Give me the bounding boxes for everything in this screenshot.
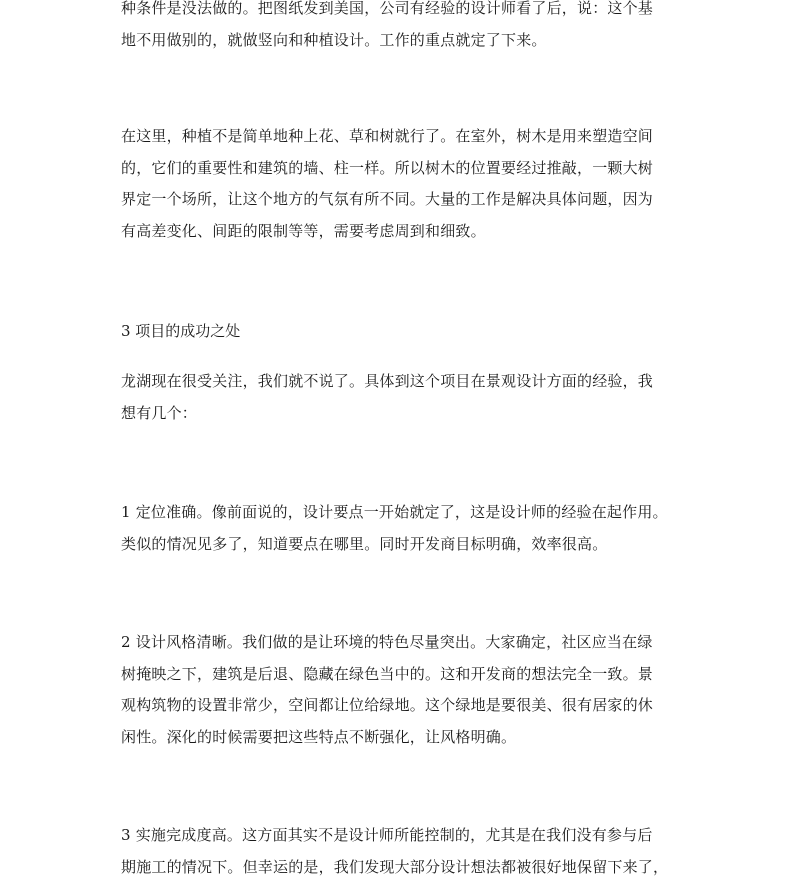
paragraph-site-design <box>121 0 677 56</box>
paragraph-line: 闲性。深化的时候需要把这些特点不断强化，让风格明确。 <box>121 722 677 754</box>
paragraph-intro <box>121 366 677 429</box>
paragraph-line: 界定一个场所，让这个地方的气氛有所不同。大量的工作是解决具体问题，因为 <box>121 184 677 216</box>
paragraph-line: 种条件是没法做的。把图纸发到美国，公司有经验的设计师看了后，说：这个基 <box>121 0 677 25</box>
paragraph-line: 在这里，种植不是简单地种上花、草和树就行了。在室外，树木是用来塑造空间 <box>121 121 677 153</box>
paragraph-line: 龙湖现在很受关注，我们就不说了。具体到这个项目在景观设计方面的经验，我 <box>121 366 677 398</box>
paragraph-line: 1 定位准确。像前面说的，设计要点一开始就定了，这是设计师的经验在起作用。 <box>121 497 677 529</box>
paragraph-line: 2 设计风格清晰。我们做的是让环境的特色尽量突出。大家确定，社区应当在绿 <box>121 627 677 659</box>
paragraph-line: 树掩映之下，建筑是后退、隐藏在绿色当中的。这和开发商的想法完全一致。景 <box>121 659 677 691</box>
paragraph-line: 3 实施完成度高。这方面其实不是设计师所能控制的，尤其是在我们没有参与后 <box>121 820 677 852</box>
paragraph-point-2 <box>121 627 677 753</box>
paragraph-line: 期施工的情况下。但幸运的是，我们发现大部分设计想法都被很好地保留下来了， <box>121 852 677 883</box>
section-heading-text: 3 项目的成功之处 <box>121 316 677 348</box>
paragraph-line: 的，它们的重要性和建筑的墙、柱一样。所以树木的位置要经过推敲，一颗大树 <box>121 153 677 185</box>
section-heading <box>121 316 677 348</box>
paragraph-line: 想有几个： <box>121 398 677 430</box>
paragraph-line: 类似的情况见多了，知道要点在哪里。同时开发商目标明确，效率很高。 <box>121 529 677 561</box>
paragraph-point-3 <box>121 820 677 883</box>
paragraph-line: 有高差变化、间距的限制等等，需要考虑周到和细致。 <box>121 216 677 248</box>
paragraph-planting <box>121 121 677 247</box>
paragraph-point-1 <box>121 497 677 560</box>
paragraph-line: 观构筑物的设置非常少，空间都让位给绿地。这个绿地是要很美、很有居家的休 <box>121 690 677 722</box>
paragraph-line: 地不用做别的，就做竖向和种植设计。工作的重点就定了下来。 <box>121 25 677 57</box>
